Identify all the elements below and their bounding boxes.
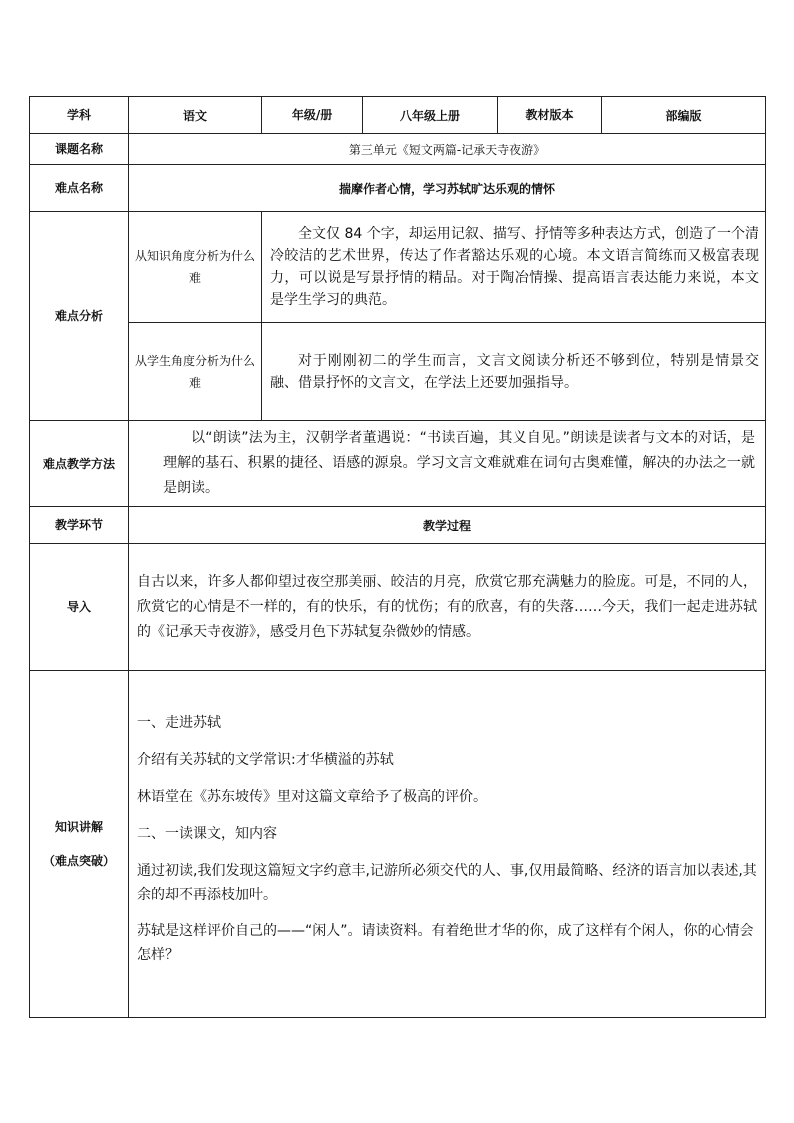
edition-value: 部编版 <box>602 97 766 134</box>
analysis-knowledge-row <box>30 212 766 323</box>
difficulty-title: 揣摩作者心情，学习苏轼旷达乐观的情怀 <box>129 165 766 212</box>
analysis-label: 难点分析 <box>30 212 129 421</box>
method-row <box>30 421 766 507</box>
knowledge-paragraph-4: 苏轼是这样评价自己的——“闲人”。请读资料。有着绝世才华的你，成了这样有个闲人，你的心情会怎样？ <box>137 923 754 963</box>
knowledge-angle-text: 全文仅 84 个字，却运用记叙、描写、抒情等多种表达方式，创造了一个清冷皎洁的艺术世界，传达了作者豁达乐观的心境。本文语言简练而又极富表现力，可以说是写景抒情的精品。对于陶冶情操、提高语言表达能力来说，本文是学生学习的典范。 <box>262 212 766 323</box>
analysis-student-row <box>30 323 766 421</box>
knowledge-label <box>30 671 129 1018</box>
intro-row <box>30 544 766 671</box>
lesson-title: 第三单元《短文两篇-记承天寺夜游》 <box>129 134 766 165</box>
header-row <box>30 97 766 134</box>
knowledge-row <box>30 671 766 1018</box>
difficulty-row <box>30 165 766 212</box>
method-text: 以“朗读”法为主，汉朝学者董遇说：“书读百遍，其义自见。”朗读是读者与文本的对话，是理解的基石、积累的捷径、语感的源泉。学习文言文难就难在词句古奥难懂，解决的办法之一就是朗读。 <box>129 421 766 507</box>
stage-label: 教学环节 <box>30 507 129 544</box>
knowledge-angle-label: 从知识角度分析为什么难 <box>129 212 262 323</box>
section-heading-1: 一、走进苏轼 <box>137 715 221 731</box>
subject-label: 学科 <box>30 97 129 134</box>
lesson-row <box>30 134 766 165</box>
knowledge-label-line1: 知识讲解 <box>54 820 103 834</box>
lesson-plan-table <box>29 96 766 1018</box>
knowledge-label-line2: （难点突破） <box>42 854 115 868</box>
intro-label: 导入 <box>30 544 129 671</box>
process-header-row <box>30 507 766 544</box>
method-label: 难点教学方法 <box>30 421 129 507</box>
student-angle-text: 对于刚刚初二的学生而言，文言文阅读分析还不够到位，特别是情景交融、借景抒怀的文言文，在学法上还要加强指导。 <box>262 323 766 421</box>
subject-value: 语文 <box>129 97 262 134</box>
knowledge-paragraph-3: 通过初读,我们发现这篇短文字约意丰,记游所必须交代的人、事,仅用最简略、经济的语言加以表述,其余的却不再添枝加叶。 <box>137 863 757 903</box>
grade-value: 八年级上册 <box>363 97 498 134</box>
student-angle-label: 从学生角度分析为什么难 <box>129 323 262 421</box>
knowledge-paragraph-2: 林语堂在《苏东坡传》里对这篇文章给予了极高的评价。 <box>137 789 487 805</box>
edition-label: 教材版本 <box>498 97 602 134</box>
lesson-label: 课题名称 <box>30 134 129 165</box>
difficulty-label: 难点名称 <box>30 165 129 212</box>
process-label: 教学过程 <box>129 507 766 544</box>
grade-label: 年级/册 <box>262 97 363 134</box>
knowledge-content <box>129 671 766 1018</box>
section-heading-2: 二、一读课文，知内容 <box>137 826 277 842</box>
knowledge-paragraph-1: 介绍有关苏轼的文学常识:才华横溢的苏轼 <box>137 752 394 768</box>
intro-text: 自古以来，许多人都仰望过夜空那美丽、皎洁的月亮，欣赏它那充满魅力的脸庞。可是，不同的人，欣赏它的心情是不一样的，有的快乐，有的忧伤；有的欣喜，有的失落……今天，我们一起走进苏轼的《记承天寺夜游》，感受月色下苏轼复杂微妙的情感。 <box>129 544 766 671</box>
